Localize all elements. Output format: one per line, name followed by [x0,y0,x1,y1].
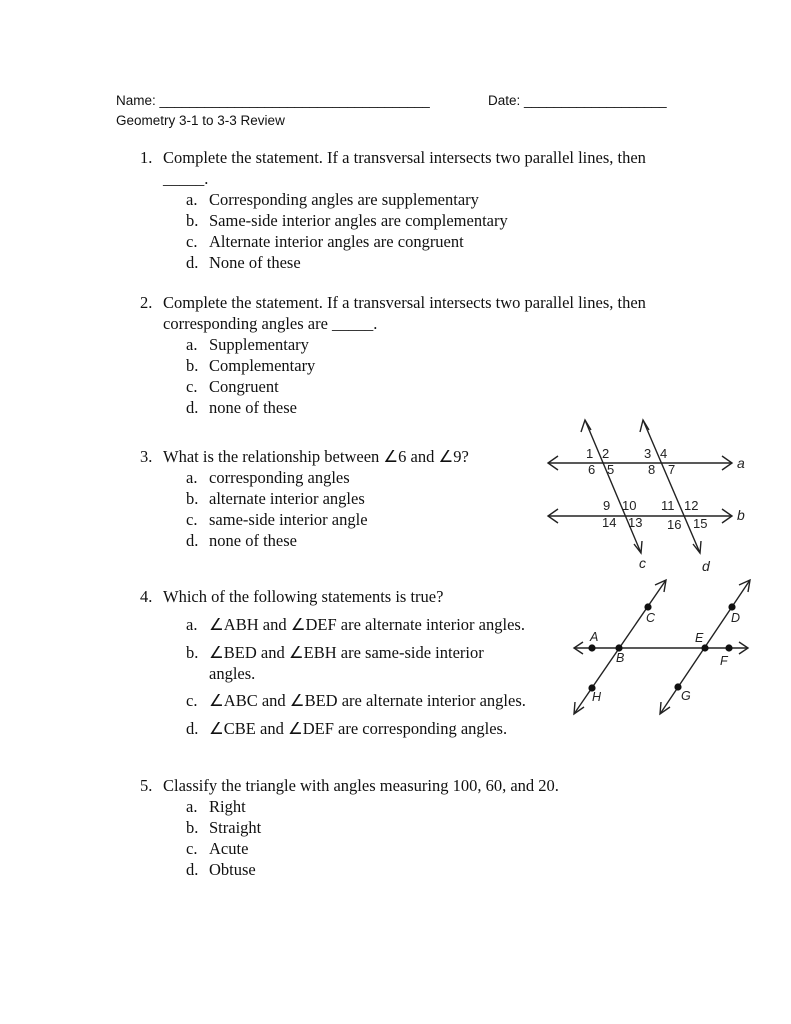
option-text: Corresponding angles are supplementary [209,190,479,209]
option-text: ∠BED and ∠EBH are same-side interior angles. [209,643,484,683]
option-letter: a. [186,335,198,354]
angle-label-3: 3 [644,446,652,461]
worksheet-subtitle: Geometry 3-1 to 3-3 Review [116,113,285,128]
option-letter: c. [186,839,198,858]
question-number: 5. [140,776,153,795]
option-text: Acute [209,839,249,858]
point-label-g: G [681,689,691,703]
option-text: ∠CBE and ∠DEF are corresponding angles. [209,719,508,738]
option-text: none of these [209,531,297,550]
option-text: none of these [209,398,297,417]
angle-label-5: 5 [607,462,615,477]
option-letter: a. [186,468,198,487]
option-text: Supplementary [209,335,309,354]
option-letter: c. [186,377,198,396]
option-text: Same-side interior angles are complementary [209,211,508,230]
point-label-c: C [646,611,656,625]
angle-label-8: 8 [648,462,656,477]
option-letter: b. [186,643,199,662]
option-letter: c. [186,691,198,710]
point-a [588,644,595,651]
option-letter: a. [186,797,198,816]
option-text: Complementary [209,356,316,375]
name-field: Name: ____________________________________ [116,93,430,108]
option-text: Obtuse [209,860,256,879]
point-d [728,603,735,610]
option-text: corresponding angles [209,468,350,487]
transversal-c [585,420,641,553]
option-letter: c. [186,232,198,251]
line-label-c: c [639,555,646,571]
point-label-e: E [695,631,704,645]
option-letter: d. [186,719,199,738]
question-number: 1. [140,148,153,167]
option-text: ∠ABC and ∠BED are alternate interior angles. [209,691,526,710]
point-c [644,603,651,610]
transversal-d [643,420,700,553]
option-letter: d. [186,398,199,417]
transversal-left-arrow-bottom [574,702,584,714]
angle-label-1: 1 [586,446,594,461]
angle-label-6: 6 [588,462,596,477]
option-letter: d. [186,253,199,272]
point-f [725,644,732,651]
question-text: Classify the triangle with angles measuring 100, 60, and 20. [163,776,559,795]
option-letter: a. [186,615,198,634]
question-number: 2. [140,293,153,312]
angle-label-4: 4 [660,446,668,461]
angle-label-9: 9 [603,498,611,513]
option-letter: b. [186,356,199,375]
option-letter: c. [186,510,198,529]
question-number: 4. [140,587,153,606]
point-e [701,644,708,651]
line-label-a: a [737,455,745,471]
option-text: Right [209,797,246,816]
question-text: Complete the statement. If a transversal intersects two parallel lines, then corresponding angles are _____. [163,293,646,333]
angle-label-16: 16 [667,517,682,532]
option-text: alternate interior angles [209,489,365,508]
option-letter: b. [186,211,199,230]
angle-label-10: 10 [622,498,637,513]
question-text: Complete the statement. If a transversal intersects two parallel lines, then _____. [163,148,646,188]
angle-label-12: 12 [684,498,699,513]
point-label-f: F [720,654,728,668]
transversal-right-arrow-bottom [660,702,670,714]
option-letter: b. [186,818,199,837]
line-label-d: d [702,558,710,574]
option-letter: a. [186,190,198,209]
angle-label-15: 15 [693,516,708,531]
option-letter: d. [186,531,199,550]
point-label-h: H [592,690,602,704]
option-text: Congruent [209,377,279,396]
point-label-b: B [616,651,625,665]
angle-label-11: 11 [661,498,675,513]
question-text: Which of the following statements is true? [163,587,444,606]
point-label-d: D [731,611,741,625]
angle-label-7: 7 [668,462,676,477]
angle-label-14: 14 [602,515,617,530]
question-number: 3. [140,447,153,466]
option-text: same-side interior angle [209,510,368,529]
parallel-lines-figure [540,410,765,580]
option-text: Alternate interior angles are congruent [209,232,464,251]
date-field: Date: ___________________ [488,93,667,108]
option-text: Straight [209,818,262,837]
line-label-b: b [737,507,745,523]
angle-label-13: 13 [628,515,643,530]
option-letter: b. [186,489,199,508]
option-text: None of these [209,253,301,272]
angle-label-2: 2 [602,446,610,461]
question-text: What is the relationship between ∠6 and ∠9? [163,447,469,466]
point-label-a: A [590,630,599,644]
option-text: ∠ABH and ∠DEF are alternate interior angles. [209,615,525,634]
option-letter: d. [186,860,199,879]
points-lines-figure [568,572,758,720]
